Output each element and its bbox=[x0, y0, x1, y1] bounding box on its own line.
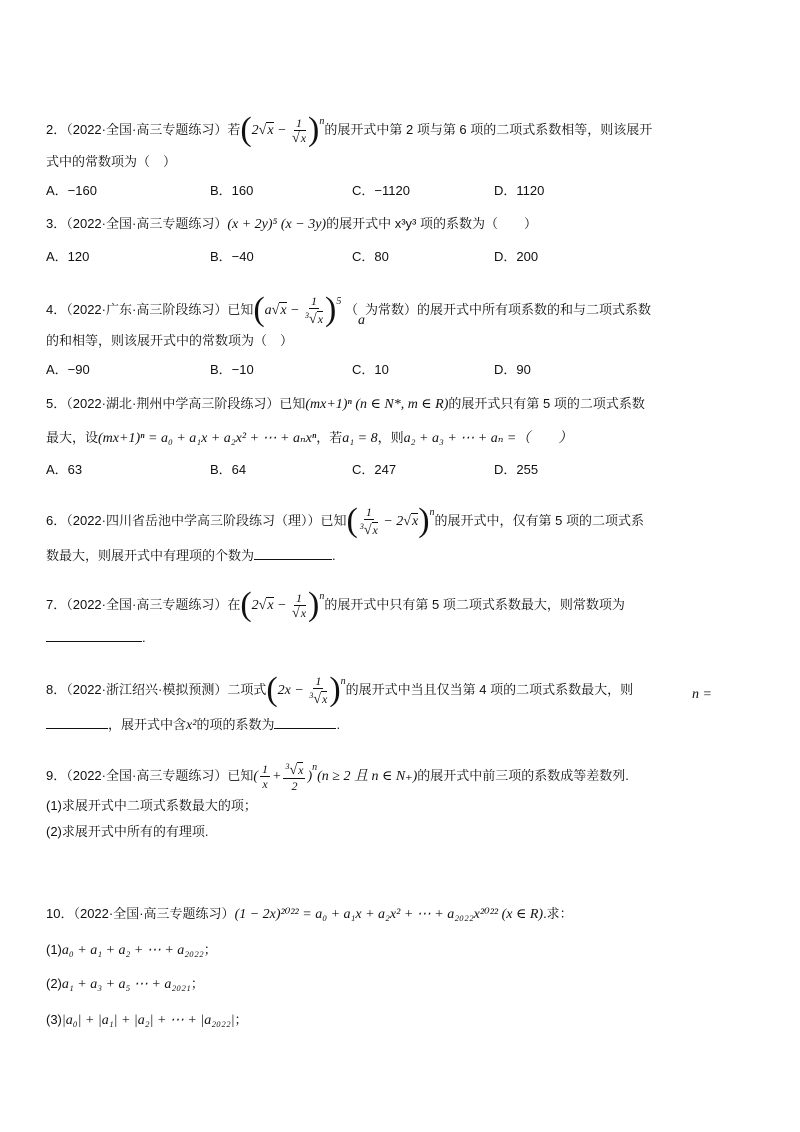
question-10-line-1 bbox=[46, 904, 573, 925]
math-sum: a₀ + a₁ + a₂ + ⋯ + a₂₀₂₂ bbox=[61, 943, 204, 958]
question-text: 的展开式中当且仅当第 4 项的二项式系数最大，则 bbox=[345, 682, 634, 697]
math-binomial: (a√x − $\frac{1}{^3√x}$ )$^5$ bbox=[253, 291, 342, 328]
answer-blank-coefficient[interactable] bbox=[274, 714, 336, 729]
n-equals bbox=[692, 684, 712, 705]
answer-blank[interactable] bbox=[254, 545, 332, 560]
question-source: （2022·全国·高三专题练习）已知 bbox=[66, 768, 254, 783]
question-source: （2022·湖北·荆州中学高三阶段练习）已知 bbox=[66, 396, 306, 411]
option-d: D．255 bbox=[494, 462, 539, 477]
question-number: 9． bbox=[46, 768, 67, 783]
question-number: 2． bbox=[46, 122, 67, 137]
option-a: A．63 bbox=[46, 462, 83, 477]
question-4-line-1 bbox=[46, 292, 651, 331]
text: ； bbox=[234, 1012, 248, 1027]
option-b: B．64 bbox=[210, 462, 247, 477]
question-number: 8． bbox=[46, 682, 67, 697]
question-source: （2022·四川省岳池中学高三阶段练习（理））已知 bbox=[66, 513, 347, 528]
question-source: （2022·浙江绍兴·模拟预测）二项式 bbox=[66, 682, 267, 697]
question-9-sub-1: (1)求展开式中二项式系数最大的项； bbox=[46, 798, 257, 813]
text: 最大，设 bbox=[46, 430, 99, 445]
text: . bbox=[332, 548, 336, 563]
math-sum: |a₀| + |a₁| + |a₂| + ⋯ + |a₂₀₂₂| bbox=[61, 1013, 235, 1028]
option-a: A．−90 bbox=[46, 362, 90, 377]
question-source: （2022·全国·高三专题练习）在 bbox=[66, 597, 241, 612]
math-ask: a₂ + a₃ + ⋯ + aₙ =（ ） bbox=[403, 431, 573, 446]
math-binomial: ( $\frac{1}{^3√x}$ − 2√x)$^n$ bbox=[346, 502, 435, 539]
math-x-squared: x² bbox=[186, 718, 197, 733]
sub-label: (3) bbox=[46, 1012, 62, 1027]
question-text: 的展开式中第 2 项与第 6 项的二项式系数相等，则该展开 bbox=[324, 122, 653, 137]
math-expression: (1 − 2x)²⁰²² = a₀ + a₁x + a₂x² + ⋯ + a₂₀₂₂x²⁰²² (x ∈ R) bbox=[234, 907, 544, 922]
question-6-line-2 bbox=[46, 545, 336, 566]
question-7-line-1 bbox=[46, 587, 625, 621]
math-condition: (n ≥ 2 且 n ∈ N₊) bbox=[317, 769, 418, 784]
math-sum: a₁ + a₃ + a₅ ⋯ + a₂₀₂₁ bbox=[61, 977, 191, 992]
option-c: C．247 bbox=[352, 462, 397, 477]
text: 的项的系数为 bbox=[196, 717, 275, 732]
question-number: 6． bbox=[46, 513, 67, 528]
paren-open: （ bbox=[344, 302, 358, 317]
answer-blank[interactable] bbox=[46, 627, 142, 642]
text: ，展开式中含 bbox=[108, 717, 187, 732]
text: . bbox=[142, 630, 146, 645]
question-10-sub-1 bbox=[46, 940, 217, 961]
question-text: 的展开式只有第 5 项的二项式系数 bbox=[448, 396, 645, 411]
question-10-sub-2 bbox=[46, 974, 204, 995]
question-source: （2022·全国·高三专题练习） bbox=[66, 216, 228, 231]
option-c: C．−1120 bbox=[352, 183, 410, 198]
question-text: 的展开式中只有第 5 项二项式系数最大，则常数项为 bbox=[324, 597, 625, 612]
question-source: （2022·全国·高三专题练习）若 bbox=[66, 122, 241, 137]
sub-label: (1) bbox=[46, 942, 62, 957]
question-3-line-1 bbox=[46, 214, 537, 235]
question-10-sub-3 bbox=[46, 1010, 248, 1031]
question-number: 7． bbox=[46, 597, 67, 612]
question-2-line-2: 式中的常数项为（ ） bbox=[46, 154, 177, 169]
option-b: B．−40 bbox=[210, 249, 254, 264]
question-5-line-2 bbox=[46, 428, 572, 449]
text: ； bbox=[190, 976, 204, 991]
question-4-line-2: 的和相等，则该展开式中的常数项为（ ） bbox=[46, 333, 294, 348]
option-d: D．200 bbox=[494, 249, 539, 264]
text: ，则 bbox=[377, 430, 404, 445]
question-source: （2022·广东·高三阶段练习）已知 bbox=[66, 302, 254, 317]
question-text: 的展开式中前三项的系数成等差数列. bbox=[417, 768, 629, 783]
math-binomial: (2x − $\frac{1}{^3√x}$ )$^n$ bbox=[266, 671, 346, 708]
answer-blank-n[interactable] bbox=[46, 714, 108, 729]
constant-a: a bbox=[358, 313, 365, 328]
option-c: C．10 bbox=[352, 362, 389, 377]
math-expression: (x + 2y)⁵ (x − 3y) bbox=[227, 217, 327, 232]
math-binomial: (2√x − $\frac{1}{√x}$ )$^n$ bbox=[240, 111, 325, 148]
question-5-line-1 bbox=[46, 394, 645, 415]
question-8-line-2 bbox=[46, 714, 340, 736]
question-number: 10． bbox=[46, 906, 74, 921]
option-b: B．160 bbox=[210, 183, 254, 198]
math-binomial: (2√x − $\frac{1}{√x}$ )$^n$ bbox=[240, 586, 325, 623]
option-d: D．90 bbox=[494, 362, 531, 377]
question-text: 的展开式中 x³y³ 项的系数为（ ） bbox=[326, 216, 537, 231]
option-a: A．−160 bbox=[46, 183, 97, 198]
option-d: D．1120 bbox=[494, 183, 545, 198]
question-source: （2022·全国·高三专题练习） bbox=[73, 906, 235, 921]
question-number: 5． bbox=[46, 396, 67, 411]
math-condition: (mx+1)ⁿ (n ∈ N*, m ∈ R) bbox=[305, 397, 449, 412]
question-number: 4． bbox=[46, 302, 67, 317]
question-7-line-2 bbox=[46, 627, 146, 648]
question-text: 的展开式中，仅有第 5 项的二项式系 bbox=[434, 513, 644, 528]
question-9-line-1 bbox=[46, 758, 629, 793]
sub-label: (2) bbox=[46, 976, 62, 991]
question-text: 为常数）的展开式中所有项系数的和与二项式系数 bbox=[365, 302, 652, 317]
math-expansion: (mx+1)ⁿ = a₀ + a₁x + a₂x² + ⋯ + aₙxⁿ bbox=[98, 431, 317, 446]
text: 数最大，则展开式中有理项的个数为 bbox=[46, 548, 255, 563]
text: . bbox=[336, 717, 341, 732]
option-b: B．−10 bbox=[210, 362, 254, 377]
text: ； bbox=[203, 942, 217, 957]
text: ，若 bbox=[316, 430, 343, 445]
question-2-line-1 bbox=[46, 112, 652, 146]
question-8-line-1 bbox=[46, 672, 633, 707]
question-6-line-1 bbox=[46, 503, 644, 538]
option-a: A．120 bbox=[46, 249, 90, 264]
option-c: C．80 bbox=[352, 249, 389, 264]
question-text: .求： bbox=[543, 906, 573, 921]
question-9-sub-2: (2)求展开式中所有的有理项. bbox=[46, 824, 209, 839]
question-number: 3． bbox=[46, 216, 67, 231]
math-given: a₁ = 8 bbox=[342, 431, 378, 446]
math-binomial: ( $\frac{1}{x}$ + $\frac{^3√x}{2}$ )$^n$ bbox=[253, 762, 318, 794]
math-n-equals: n = bbox=[692, 687, 712, 702]
